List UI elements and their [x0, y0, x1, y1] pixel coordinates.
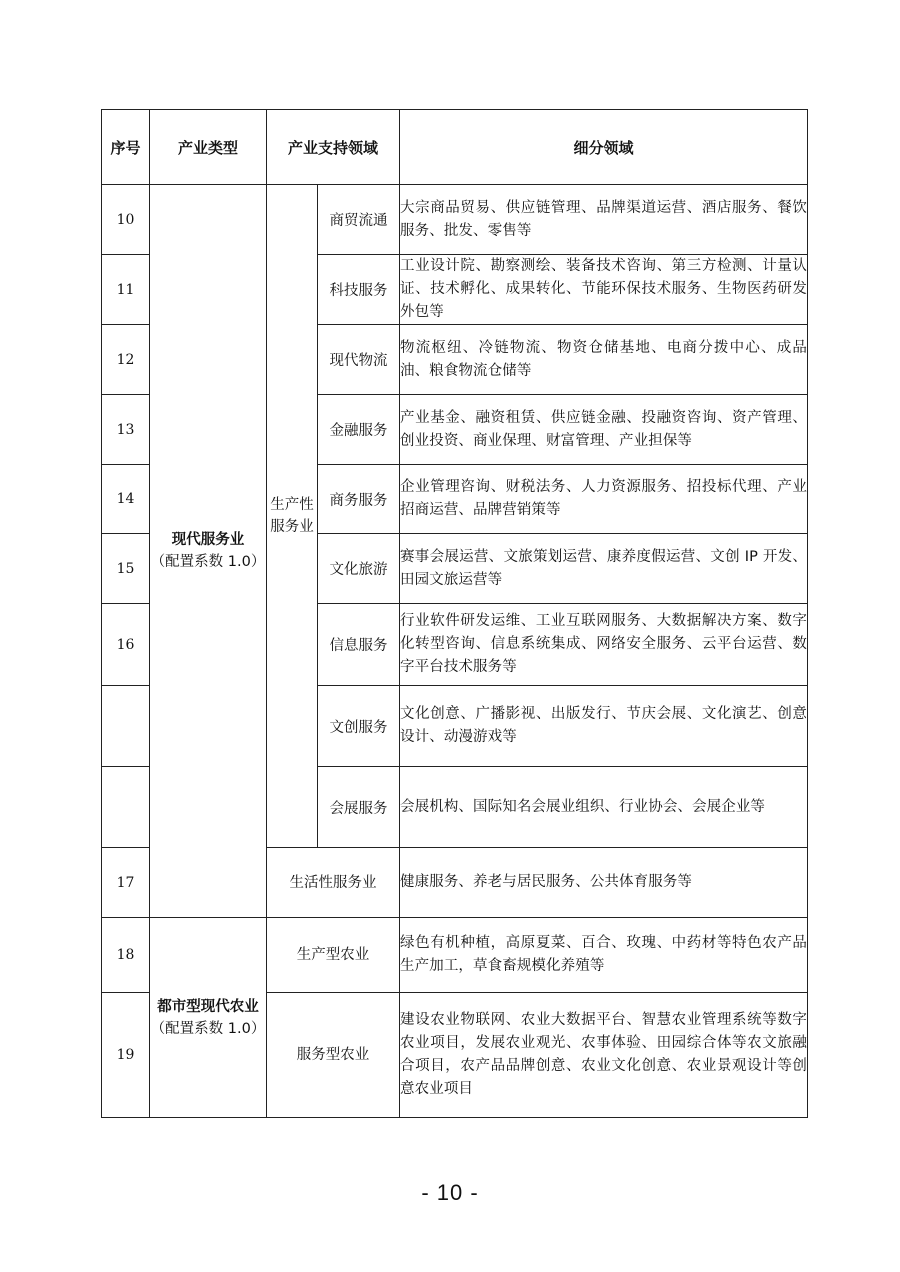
row-sub: 商贸流通	[318, 185, 400, 255]
table-header-row	[102, 110, 808, 185]
service-agri-label: 服务型农业	[267, 993, 400, 1118]
row-desc: 赛事会展运营、文旅策划运营、康养度假运营、文创 IP 开发、田园文旅运营等	[400, 534, 808, 604]
row-seq: 14	[102, 465, 150, 534]
row-seq: 12	[102, 325, 150, 395]
lifestyle-service-label: 生活性服务业	[267, 848, 400, 918]
row-sub: 金融服务	[318, 395, 400, 465]
row-desc: 行业软件研发运维、工业互联网服务、大数据解决方案、数字化转型咨询、信息系统集成、网络安全服务、云平台运营、数字平台技术服务等	[400, 604, 808, 686]
row-desc: 会展机构、国际知名会展业组织、行业协会、会展企业等	[400, 767, 808, 848]
row-seq	[102, 767, 150, 848]
header-seq: 序号	[102, 110, 150, 185]
header-industry-type: 产业类型	[150, 110, 267, 185]
row-seq: 15	[102, 534, 150, 604]
row-sub: 文创服务	[318, 686, 400, 767]
group-coef: （配置系数 1.0）	[150, 554, 266, 570]
row-seq	[102, 686, 150, 767]
row-sub: 科技服务	[318, 255, 400, 325]
row-desc: 大宗商品贸易、供应链管理、品牌渠道运营、酒店服务、餐饮服务、批发、零售等	[400, 185, 808, 255]
producer-service-label: 生产性服务业	[270, 497, 314, 535]
row-seq: 17	[102, 848, 150, 918]
group-modern-service	[150, 185, 267, 918]
row-desc: 健康服务、养老与居民服务、公共体育服务等	[400, 848, 808, 918]
row-desc: 物流枢纽、冷链物流、物资仓储基地、电商分拨中心、成品油、粮食物流仓储等	[400, 325, 808, 395]
row-sub: 会展服务	[318, 767, 400, 848]
row-sub: 文化旅游	[318, 534, 400, 604]
producer-service-cell	[267, 185, 318, 848]
row-desc: 绿色有机种植，高原夏菜、百合、玫瑰、中药材等特色农产品生产加工，草食畜规模化养殖等	[400, 918, 808, 993]
industry-table	[101, 109, 808, 1118]
row-desc: 企业管理咨询、财税法务、人力资源服务、招投标代理、产业招商运营、品牌营销策等	[400, 465, 808, 534]
row-seq: 19	[102, 993, 150, 1118]
group-urban-agri	[150, 918, 267, 1118]
row-desc: 产业基金、融资租赁、供应链金融、投融资咨询、资产管理、创业投资、商业保理、财富管理、产业担保等	[400, 395, 808, 465]
row-sub: 信息服务	[318, 604, 400, 686]
group-name: 都市型现代农业	[157, 998, 259, 1015]
row-seq: 13	[102, 395, 150, 465]
row-desc: 建设农业物联网、农业大数据平台、智慧农业管理系统等数字农业项目，发展农业观光、农事体验、田园综合体等农文旅融合项目，农产品品牌创意、农业文化创意、农业景观设计等创意农业项目	[400, 993, 808, 1118]
row-seq: 10	[102, 185, 150, 255]
group-name: 现代服务业	[171, 532, 245, 548]
header-sub-field: 细分领域	[400, 110, 808, 185]
production-agri-label: 生产型农业	[267, 918, 400, 993]
row-desc: 工业设计院、勘察测绘、装备技术咨询、第三方检测、计量认证、技术孵化、成果转化、节能环保技术服务、生物医药研发外包等	[400, 255, 808, 325]
group-coef: （配置系数 1.0）	[150, 1020, 266, 1037]
row-sub: 现代物流	[318, 325, 400, 395]
table-row	[102, 185, 808, 255]
row-seq: 16	[102, 604, 150, 686]
row-seq: 18	[102, 918, 150, 993]
table-row	[102, 918, 808, 993]
row-desc: 文化创意、广播影视、出版发行、节庆会展、文化演艺、创意设计、动漫游戏等	[400, 686, 808, 767]
header-support-field: 产业支持领域	[267, 110, 400, 185]
row-seq: 11	[102, 255, 150, 325]
row-sub: 商务服务	[318, 465, 400, 534]
page-number: - 10 -	[421, 1180, 479, 1205]
